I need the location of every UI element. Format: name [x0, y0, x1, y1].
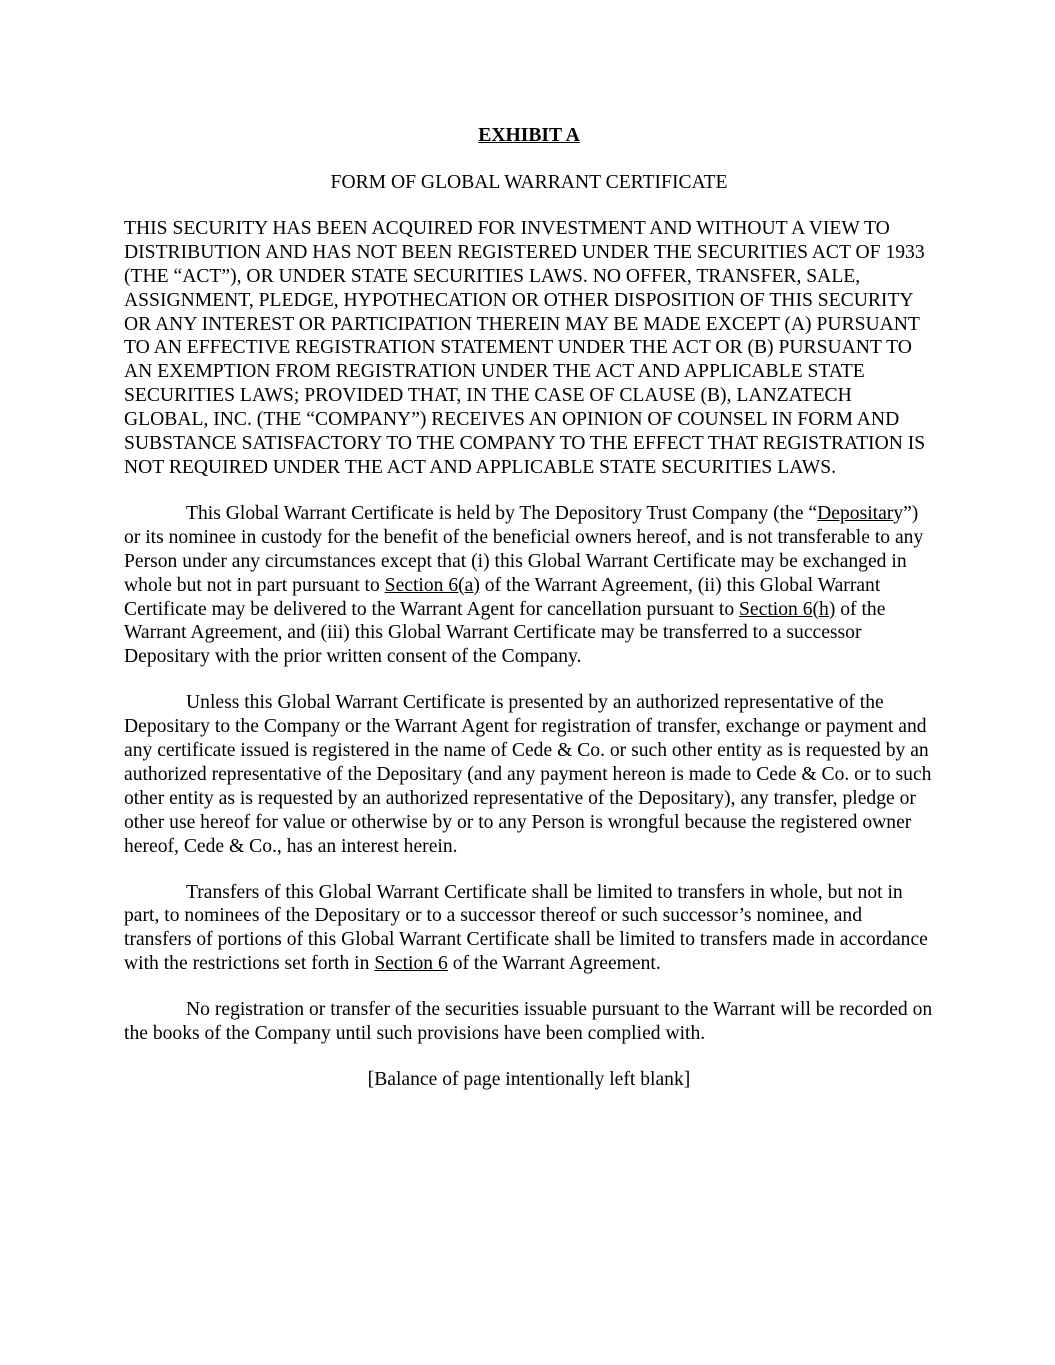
depositary-paragraph	[124, 502, 934, 669]
text-run: of the Warrant Agreement, (ii) this Global Warrant Certificate may be delivered to the Warrant Agent for cancellation pursuant to	[124, 574, 881, 620]
registration-paragraph: No registration or transfer of the securities issuable pursuant to the Warrant will be recorded on the books of the Company until such provisions have been complied with.	[124, 999, 933, 1045]
exhibit-title: EXHIBIT A	[478, 125, 580, 146]
form-subtitle: FORM OF GLOBAL WARRANT CERTIFICATE	[330, 172, 728, 193]
securities-legend: THIS SECURITY HAS BEEN ACQUIRED FOR INVESTMENT AND WITHOUT A VIEW TO DISTRIBUTION AND HAS NOT BEEN REGISTERED UNDER THE SECURITIES ACT OF 1933 (THE “ACT”), OR UNDER STATE SECURITIES LAWS. NO OFFER, TRANSFER, SALE, ASSIGNMENT, PLEDGE, HYPOTHECATION OR OTHER DISPOSITION OF THIS SECURITY OR ANY INTEREST OR PARTICIPATION THEREIN MAY BE MADE EXCEPT (A) PURSUANT TO AN EFFECTIVE REGISTRATION STATEMENT UNDER THE ACT OR (B) PURSUANT TO AN EXEMPTION FROM REGISTRATION UNDER THE ACT AND APPLICABLE STATE SECURITIES LAWS; PROVIDED THAT, IN THE CASE OF CLAUSE (B), LANZATECH GLOBAL, INC. (THE “COMPANY”) RECEIVES AN OPINION OF COUNSEL IN FORM AND SUBSTANCE SATISFACTORY TO THE COMPANY TO THE EFFECT THAT REGISTRATION IS NOT REQUIRED UNDER THE ACT AND APPLICABLE STATE SECURITIES LAWS.	[124, 217, 926, 478]
text-run: of the Warrant Agreement.	[447, 953, 661, 975]
section-6a-reference: Section 6(a)	[384, 574, 480, 596]
text-run: y”) or its nominee in custody for the benefit of the beneficial owners hereof, and is not transferable to any Person under any circumstances except that (i) this Global Warrant Certificate may be exchanged in whole but not in part pursuant to	[124, 502, 924, 596]
document-page	[124, 124, 934, 1092]
section-6-reference: Section 6	[374, 953, 448, 975]
depositary-term: Depositar	[817, 502, 894, 524]
transfers-paragraph	[124, 881, 934, 977]
text-run: This Global Warrant Certificate is held by The Depository Trust Company (the “	[186, 502, 818, 524]
presentation-paragraph: Unless this Global Warrant Certificate is presented by an authorized representative of the Depositary to the Company or the Warrant Agent for registration of transfer, exchange or payment and any certificate issued is registered in the name of Cede & Co. or such other entity as is requested by an authorized representative of the Depositary (and any payment hereon is made to Cede & Co. or to such other entity as is requested by an authorized representative of the Depositary), any transfer, pledge or other use hereof for value or otherwise by or to any Person is wrongful because the registered owner hereof, Cede & Co., has an interest herein.	[124, 692, 932, 857]
text-run: Transfers of this Global Warrant Certificate shall be limited to transfers in whole, but not in part, to nominees of the Depositary or to a successor thereof or such successor’s nominee, and transfers of portions of this Global Warrant Certificate shall be limited to transfers made in accordance with the restrictions set forth in	[124, 881, 928, 975]
text-run: of the Warrant Agreement, and (iii) this Global Warrant Certificate may be transferred to a successor Depositary with the prior written consent of the Company.	[124, 598, 886, 668]
section-6h-reference: Section 6(h)	[739, 598, 836, 620]
blank-page-note: [Balance of page intentionally left blank]	[367, 1069, 691, 1090]
